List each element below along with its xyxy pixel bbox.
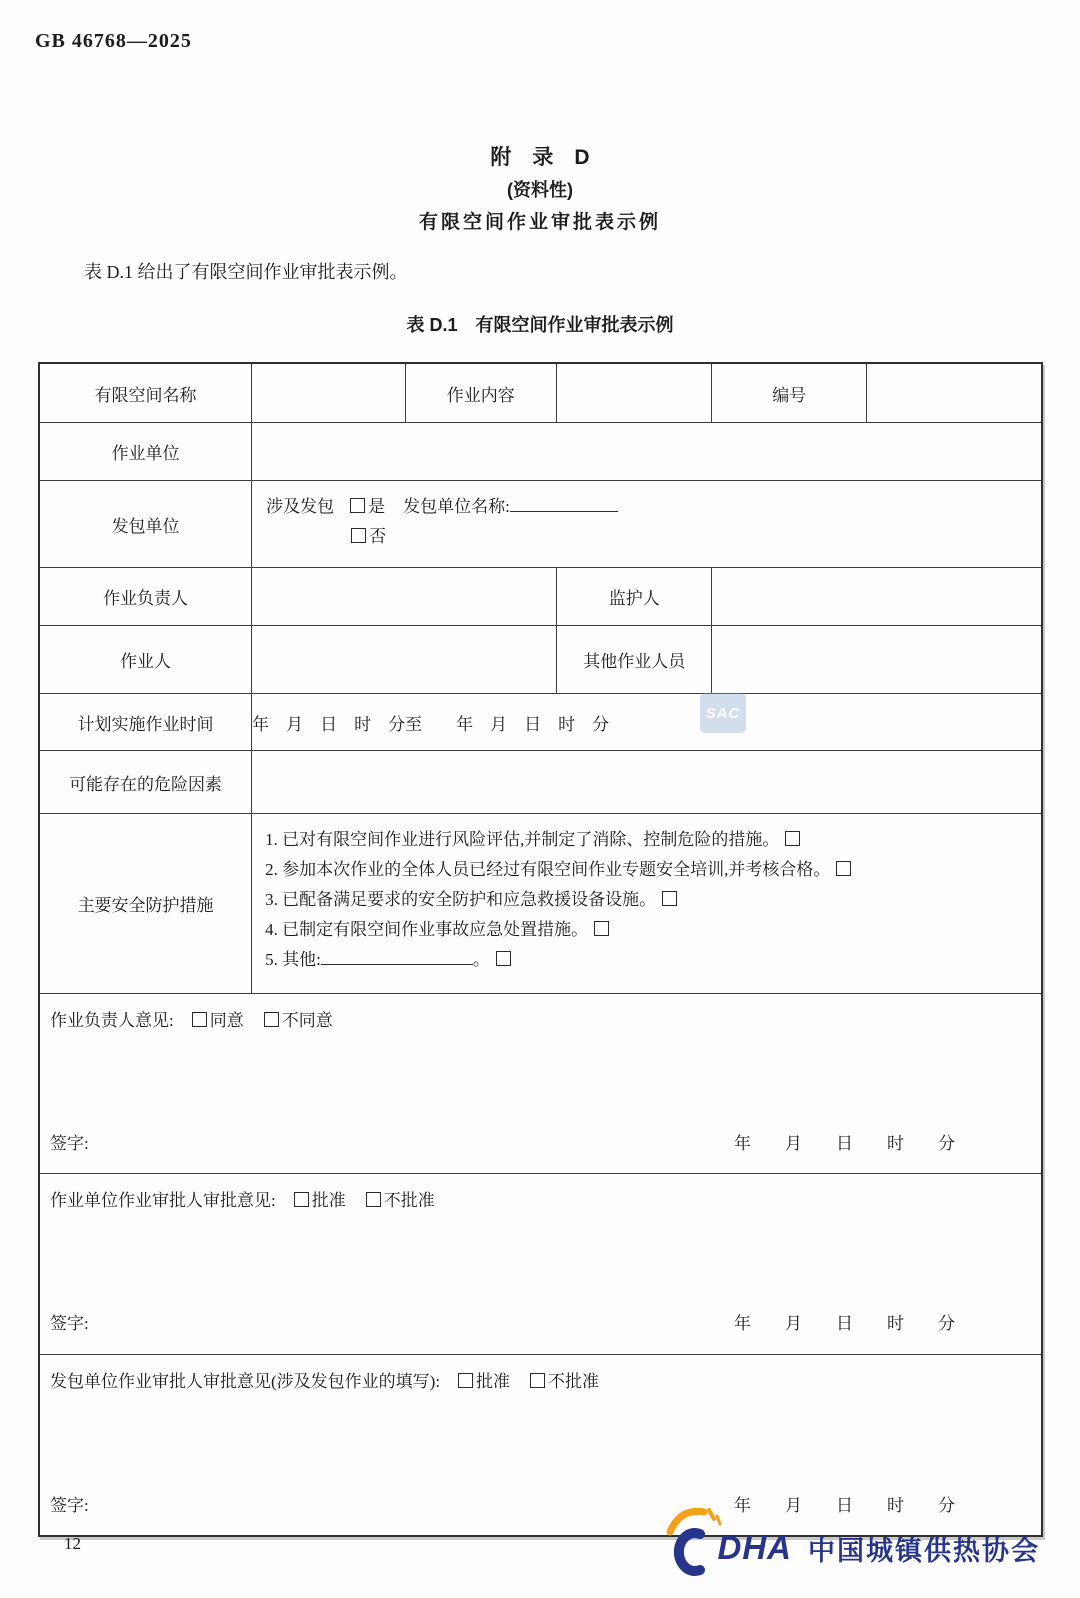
row-work-unit xyxy=(39,423,1042,481)
row-space-name xyxy=(39,363,1042,423)
value-planned-time: 年 月 日 时 分至 年 月 日 时 分 xyxy=(252,694,1042,751)
option-label: 批准 xyxy=(311,1191,346,1210)
label-hazards: 可能存在的危险因素 xyxy=(39,751,252,814)
row-planned-time xyxy=(39,694,1042,751)
option-label: 批准 xyxy=(476,1372,511,1391)
value-contracting-unit xyxy=(252,481,1042,568)
checkbox-icon xyxy=(264,1012,279,1027)
row-contracting-unit xyxy=(39,481,1042,568)
checkbox-icon xyxy=(785,831,800,846)
checkbox-icon xyxy=(662,891,677,906)
value-hazards xyxy=(252,751,1042,814)
cdha-logo xyxy=(662,1500,1041,1582)
value-guardian xyxy=(712,568,1042,626)
option-disagree xyxy=(264,1011,333,1030)
option-label: 不批准 xyxy=(383,1191,435,1210)
label-work-content: 作业内容 xyxy=(405,363,556,423)
label-work-unit: 作业单位 xyxy=(39,423,252,481)
measure-item xyxy=(252,915,1041,945)
sign-date: 年 月 日 时 分 xyxy=(734,1314,955,1333)
row-work-leader xyxy=(39,568,1042,626)
value-number xyxy=(866,363,1042,423)
label-safety-measures: 主要安全防护措施 xyxy=(39,814,252,994)
contracting-prefix: 涉及发包 xyxy=(266,497,335,516)
section-unit-approver-opinion xyxy=(39,1174,1042,1355)
label-number: 编号 xyxy=(712,363,866,423)
label-worker: 作业人 xyxy=(39,626,252,694)
value-other-personnel xyxy=(712,626,1042,694)
checkbox-icon xyxy=(351,528,366,543)
contracting-line-yes xyxy=(252,481,1041,522)
option-label: 不同意 xyxy=(281,1011,333,1030)
checkbox-icon xyxy=(366,1192,381,1207)
approval-form-table xyxy=(38,362,1043,1537)
contracting-name-label: 发包单位名称: xyxy=(403,497,510,516)
value-worker xyxy=(252,626,557,694)
label-guardian: 监护人 xyxy=(557,568,712,626)
section-title: 作业单位作业审批人审批意见: xyxy=(50,1191,276,1210)
appendix-subtitle: (资料性) xyxy=(507,180,573,200)
checkbox-icon xyxy=(530,1373,545,1388)
checkbox-icon xyxy=(496,951,511,966)
cdha-logo-icon xyxy=(662,1502,726,1580)
value-work-unit xyxy=(252,423,1042,481)
measure-suffix: 。 xyxy=(472,950,490,969)
checkbox-icon xyxy=(350,498,365,513)
page-number: 12 xyxy=(64,1534,81,1553)
contracting-yes-label: 是 xyxy=(368,497,386,516)
intro-paragraph: 表 D.1 给出了有限空间作业审批表示例。 xyxy=(84,262,408,282)
option-label: 不批准 xyxy=(548,1372,600,1391)
row-hazards xyxy=(39,751,1042,814)
sign-label: 签字: xyxy=(50,1496,89,1515)
table-caption: 表 D.1 有限空间作业审批表示例 xyxy=(406,315,674,335)
sign-label: 签字: xyxy=(50,1314,89,1333)
measure-text: 4. 已制定有限空间作业事故应急处置措施。 xyxy=(265,920,589,939)
section-title: 发包单位作业审批人审批意见(涉及发包作业的填写): xyxy=(50,1372,441,1391)
section-title: 作业负责人意见: xyxy=(50,1011,174,1030)
option-reject xyxy=(366,1191,435,1210)
measure-item xyxy=(252,945,1041,975)
measure-text: 1. 已对有限空间作业进行风险评估,并制定了消除、控制危险的措施。 xyxy=(265,830,780,849)
option-agree xyxy=(192,1011,244,1030)
option-approve xyxy=(458,1372,510,1391)
row-safety-measures xyxy=(39,814,1042,994)
measure-text: 3. 已配备满足要求的安全防护和应急救援设备设施。 xyxy=(265,890,657,909)
checkbox-icon xyxy=(458,1373,473,1388)
appendix-name: 有限空间作业审批表示例 xyxy=(418,212,661,233)
contracting-line-no xyxy=(252,522,1041,552)
section-leader-opinion xyxy=(39,994,1042,1174)
measure-item xyxy=(252,855,1041,885)
measure-text: 2. 参加本次作业的全体人员已经过有限空间作业专题安全培训,并考核合格。 xyxy=(265,860,831,879)
fill-line xyxy=(510,496,618,512)
sign-label: 签字: xyxy=(50,1134,89,1153)
value-safety-measures xyxy=(252,814,1042,994)
value-work-content xyxy=(557,363,712,423)
label-work-leader: 作业负责人 xyxy=(39,568,252,626)
label-confined-space-name: 有限空间名称 xyxy=(39,363,252,423)
value-confined-space-name xyxy=(252,363,405,423)
row-unit-approver-opinion xyxy=(39,1174,1042,1355)
option-label: 同意 xyxy=(209,1011,244,1030)
value-work-leader xyxy=(252,568,557,626)
row-leader-opinion xyxy=(39,994,1042,1174)
measure-item xyxy=(252,814,1041,855)
option-reject xyxy=(530,1372,599,1391)
appendix-title: 附 录 D xyxy=(490,146,590,169)
sign-date: 年 月 日 时 分 xyxy=(734,1496,955,1515)
measure-item xyxy=(252,885,1041,915)
logo-acronym: DHA xyxy=(717,1529,792,1566)
checkbox-icon xyxy=(294,1192,309,1207)
fill-line xyxy=(321,949,473,965)
sign-date: 年 月 日 时 分 xyxy=(734,1134,955,1153)
sac-watermark: SAC xyxy=(700,693,746,733)
row-worker xyxy=(39,626,1042,694)
checkbox-icon xyxy=(192,1012,207,1027)
standard-code: GB 46768—2025 xyxy=(35,30,192,52)
label-other-personnel: 其他作业人员 xyxy=(557,626,712,694)
contracting-no-label: 否 xyxy=(369,527,387,546)
label-contracting-unit: 发包单位 xyxy=(39,481,252,568)
option-approve xyxy=(294,1191,346,1210)
measure-text: 5. 其他: xyxy=(265,950,321,969)
checkbox-icon xyxy=(594,921,609,936)
logo-org-name: 中国城镇供热协会 xyxy=(808,1535,1040,1566)
label-planned-time: 计划实施作业时间 xyxy=(39,694,252,751)
checkbox-icon xyxy=(836,861,851,876)
